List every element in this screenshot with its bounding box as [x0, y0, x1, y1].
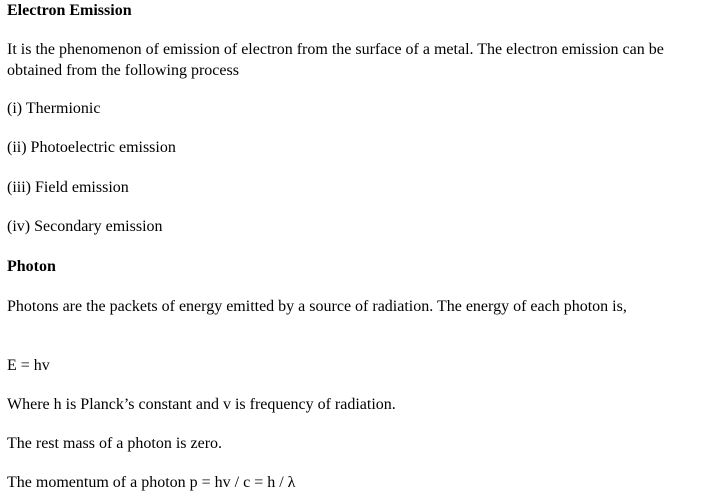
- planck-constant-note: Where h is Planck’s constant and v is frequency of radiation.: [7, 396, 396, 413]
- heading-electron-emission: Electron Emission: [7, 2, 132, 19]
- photon-momentum: The momentum of a photon p = hv / c = h / λ: [7, 474, 296, 491]
- photon-energy-equation: E = hv: [7, 357, 50, 374]
- photon-rest-mass: The rest mass of a photon is zero.: [7, 435, 223, 452]
- emission-item-photoelectric: (ii) Photoelectric emission: [7, 139, 176, 156]
- emission-item-secondary: (iv) Secondary emission: [7, 218, 163, 235]
- emission-item-thermionic: (i) Thermionic: [7, 100, 101, 117]
- heading-photon: Photon: [7, 258, 56, 275]
- emission-item-field: (iii) Field emission: [7, 179, 129, 196]
- photon-intro: Photons are the packets of energy emitted by a source of radiation. The energy of each photon is,: [7, 298, 627, 315]
- electron-emission-intro: It is the phenomenon of emission of electron from the surface of a metal. The electron emission can be obtained from the following process: [7, 41, 664, 79]
